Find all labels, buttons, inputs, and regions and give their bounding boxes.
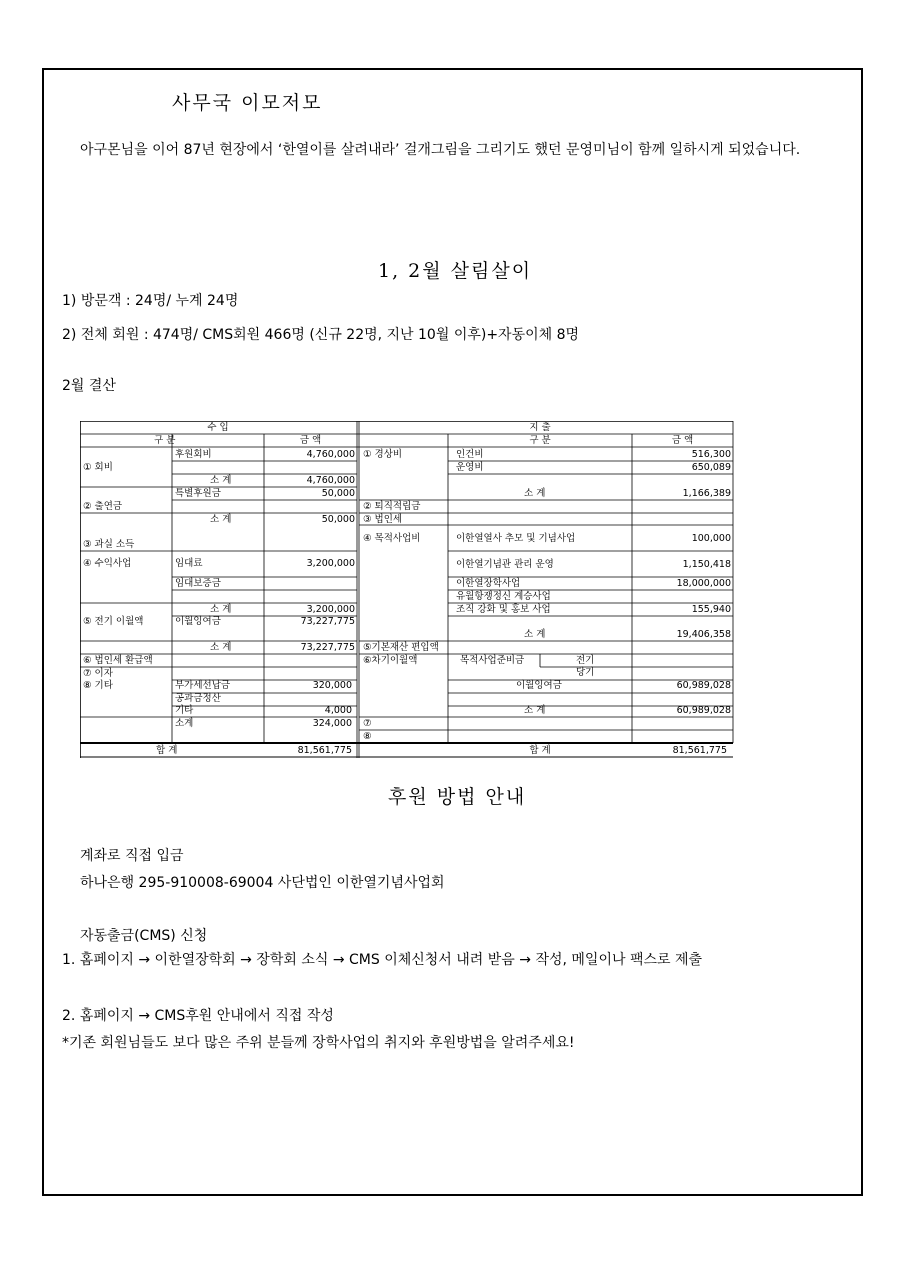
- cms-step-1: 1. 홈페이지 → 이한열장학회 → 장학회 소식 → CMS 이체신청서 내려 받음 → 작성, 메일이나 팩스로 제출: [62, 952, 703, 968]
- expense-retirement: ② 퇴직적립금: [363, 501, 421, 512]
- expense-col-amount: 금 액: [671, 435, 694, 446]
- income-contribution: ② 출연금: [83, 501, 123, 512]
- income-col-amount: 금 액: [299, 435, 322, 446]
- section-title: 사무국 이모저모: [172, 92, 323, 114]
- income-membership-fee-amt: 4,760,000: [306, 449, 355, 460]
- income-business: ④ 수익사업: [83, 558, 132, 569]
- expense-prev: 전기: [576, 655, 595, 666]
- expense-operating-sub-amt: 1,166,389: [682, 488, 731, 499]
- expense-current: 당기: [576, 667, 595, 678]
- income-etc: 기타: [175, 705, 194, 716]
- visitors-line: 1) 방문객 : 24명/ 누계 24명: [62, 293, 239, 309]
- expense-purpose: ④ 목적사업비: [363, 533, 421, 544]
- expense-spirit: 유월항쟁정신 계승사업: [456, 591, 551, 602]
- expense-memorial: 이한열열사 추모 및 기념사업: [456, 533, 576, 544]
- expense-running: 운영비: [456, 462, 484, 473]
- cms-step-2: 2. 홈페이지 → CMS후원 안내에서 직접 작성: [62, 1008, 334, 1024]
- income-carry-in-item: 이월잉여금: [175, 616, 221, 627]
- expense-org: 조직 강화 및 홍보 사업: [456, 604, 551, 615]
- settlement-table: [80, 421, 734, 758]
- income-membership-sub-amt: 4,760,000: [306, 475, 355, 486]
- expense-item7: ⑦: [363, 718, 372, 729]
- expense-total-label: 합 계: [529, 745, 551, 756]
- support-title: 후원 방법 안내: [388, 786, 527, 808]
- income-other: ⑧ 기타: [83, 680, 113, 691]
- income-carry-in-subtotal: 소 계: [210, 642, 232, 653]
- report-title: 1, 2월 살림살이: [378, 260, 533, 282]
- income-etc-amt: 4,000: [324, 705, 352, 716]
- income-total: 81,561,775: [297, 745, 352, 756]
- income-utilities: 공과금정산: [175, 693, 221, 704]
- expense-memorial-amt: 100,000: [691, 533, 731, 544]
- expense-hall-amt: 1,150,418: [682, 559, 731, 570]
- income-business-subtotal: 소 계: [210, 604, 232, 615]
- income-prior: ③ 과실 소득: [83, 539, 135, 550]
- expense-surplus-amt: 60,989,028: [676, 680, 731, 691]
- expense-personnel-amt: 516,300: [691, 449, 731, 460]
- income-contribution-subtotal: 소 계: [210, 514, 232, 525]
- income-membership-fee: 후원회비: [175, 449, 212, 460]
- expense-item8: ⑧: [363, 731, 372, 742]
- income-deposit: 임대보증금: [175, 578, 221, 589]
- expense-col-category: 구 분: [529, 435, 551, 446]
- income-tax-refund: ⑥ 법인세 환급액: [83, 655, 153, 666]
- expense-carry-out-sub-amt: 60,989,028: [676, 705, 731, 716]
- income-special: 특별후원금: [175, 488, 221, 499]
- expense-running-amt: 650,089: [691, 462, 731, 473]
- expense-carry-out-subtotal: 소 계: [524, 705, 546, 716]
- expense-purpose-subtotal: 소 계: [524, 629, 546, 640]
- expense-org-amt: 155,940: [691, 604, 731, 615]
- income-interest: ⑦ 이자: [83, 668, 113, 679]
- income-col-category: 구 분: [154, 435, 176, 446]
- expense-operating: ① 경상비: [363, 449, 403, 460]
- income-contribution-sub-amt: 50,000: [321, 514, 355, 525]
- expense-scholarship-amt: 18,000,000: [676, 578, 731, 589]
- support-note: *기존 회원님들도 보다 많은 주위 분들께 장학사업의 취지와 후원방법을 알려주세요!: [62, 1035, 575, 1051]
- income-total-label: 합 계: [156, 745, 178, 756]
- expense-purpose-sub-amt: 19,406,358: [676, 629, 731, 640]
- expense-fund: ⑤기본재산 편입액: [363, 642, 439, 653]
- expense-surplus: 이월잉여금: [516, 680, 562, 691]
- income-special-amt: 50,000: [321, 488, 355, 499]
- income-vat-amt: 320,000: [312, 680, 352, 691]
- income-membership-subtotal: 소 계: [210, 475, 232, 486]
- income-vat: 부가세선납금: [175, 680, 231, 691]
- account-label: 계좌로 직접 입금: [80, 848, 184, 864]
- expense-operating-subtotal: 소 계: [524, 488, 546, 499]
- expense-corp-tax: ③ 법인세: [363, 514, 403, 525]
- income-carry-in-amt: 73,227,775: [300, 616, 355, 627]
- income-carry-in-sub-amt: 73,227,775: [300, 642, 355, 653]
- settlement-label: 2월 결산: [62, 378, 116, 394]
- intro-paragraph: 아구몬님을 이어 87년 현장에서 ‘한열이를 살려내라’ 걸개그림을 그리기도 했던 문영미님이 함께 일하시게 되었습니다.: [80, 142, 801, 158]
- expense-personnel: 인건비: [456, 449, 484, 460]
- expense-hall: 이한열기념관 관리 운영: [456, 559, 554, 570]
- cms-label: 자동출금(CMS) 신청: [80, 928, 208, 944]
- expense-scholarship: 이한열장학사업: [456, 578, 521, 589]
- income-rent-amt: 3,200,000: [306, 558, 355, 569]
- income-membership: ① 회비: [83, 462, 113, 473]
- account-number: 하나은행 295-910008-69004 사단법인 이한열기념사업회: [80, 875, 445, 891]
- income-carry-in: ⑤ 전기 이월액: [83, 616, 144, 627]
- income-header: 수 입: [207, 422, 229, 433]
- expense-total: 81,561,775: [672, 745, 727, 756]
- expense-reserve: 목적사업준비금: [460, 655, 525, 666]
- income-business-sub-amt: 3,200,000: [306, 604, 355, 615]
- income-other-subtotal: 소계: [175, 718, 194, 729]
- expense-header: 지 출: [529, 422, 551, 433]
- income-other-sub-amt: 324,000: [312, 718, 352, 729]
- expense-carry-out: ⑥차기이월액: [363, 655, 418, 666]
- income-rent: 임대료: [175, 558, 203, 569]
- members-line: 2) 전체 회원 : 474명/ CMS회원 466명 (신규 22명, 지난 10월 이후)+자동이체 8명: [62, 327, 580, 343]
